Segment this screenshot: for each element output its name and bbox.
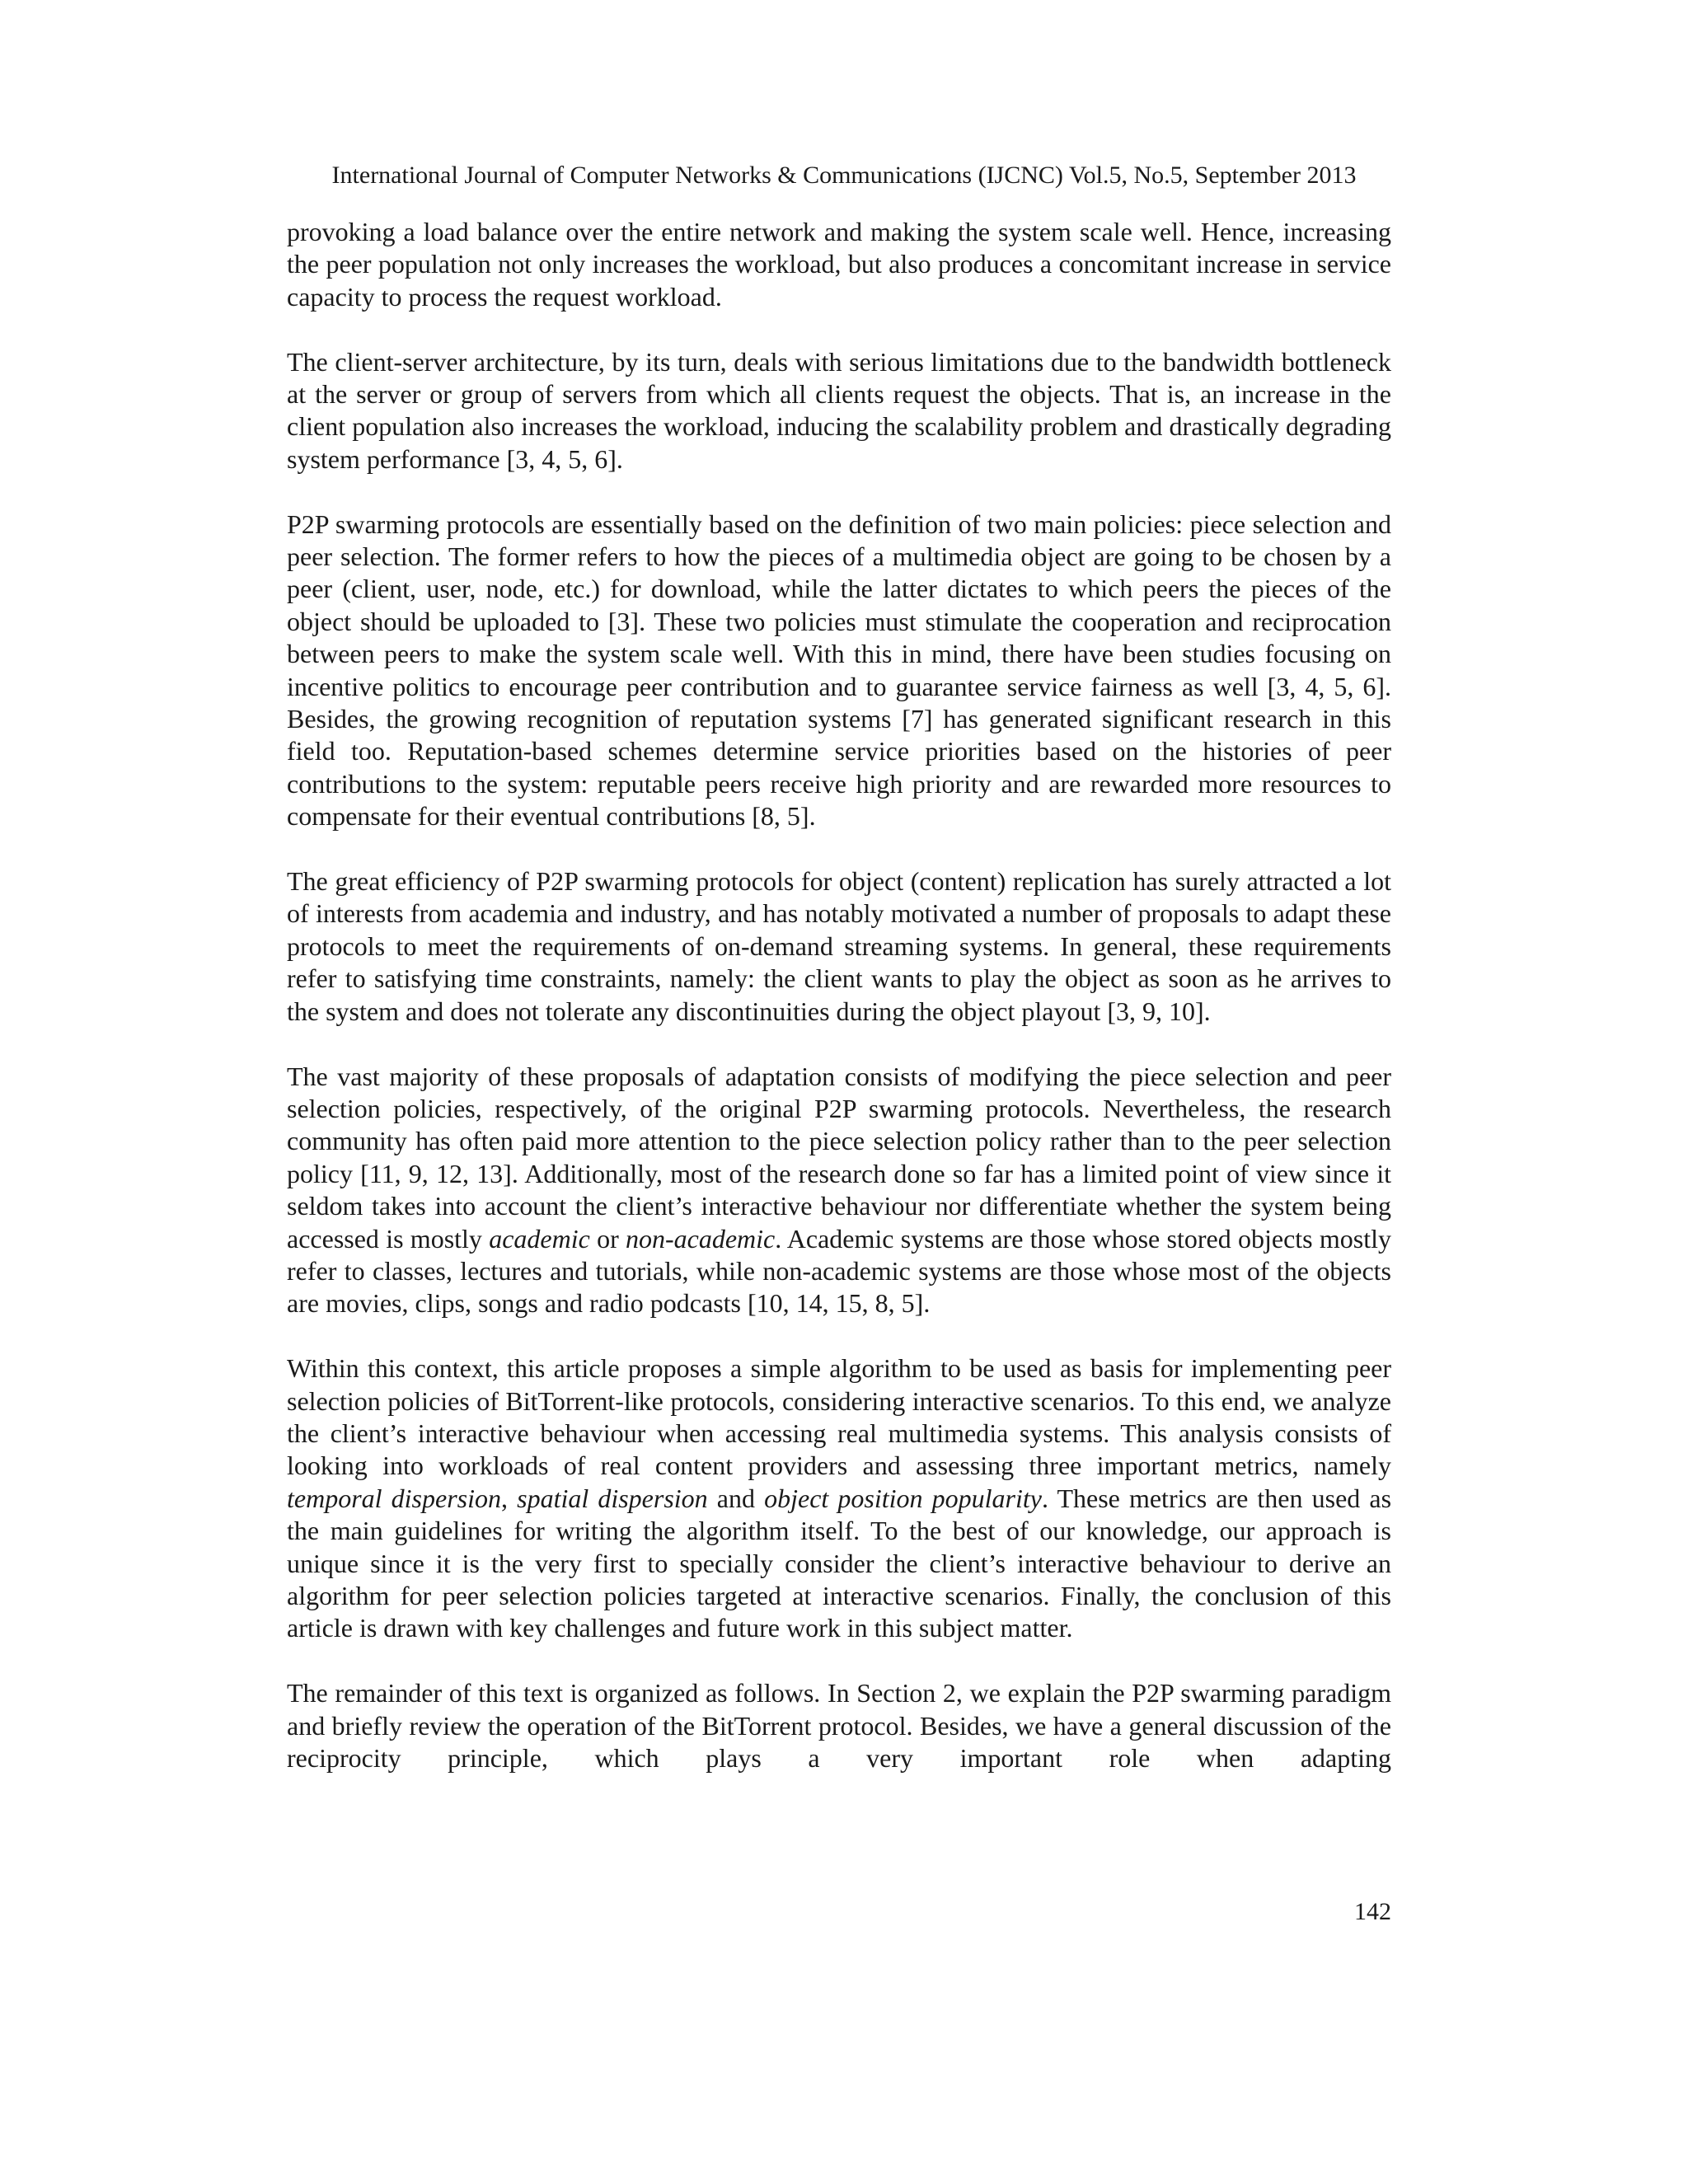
term-non-academic: non-academic bbox=[625, 1223, 776, 1254]
paragraph-6-text-a: Within this context, this article proposes a simple algorithm to be used as basis for implementing peer selection policies of BitTorrent-like protocols, considering interactive scenarios. To this end, we analyze the client’s interactive behaviour when accessing real multimedia systems. This analysis consists of looking into workloads of real content providers and assessing three important metrics, namely bbox=[287, 1353, 1391, 1481]
term-spatial-dispersion: spatial dispersion bbox=[517, 1483, 708, 1513]
running-header: International Journal of Computer Networks & Communications (IJCNC) Vol.5, No.5, September 2013 bbox=[331, 162, 1357, 189]
paragraph-1: provoking a load balance over the entire network and making the system scale well. Hence, increasing the peer population not only increases the workload, but also produces a concomitant increase in service capacity to process the request workload. bbox=[287, 217, 1391, 312]
paragraph-6-text-c: and bbox=[707, 1483, 765, 1513]
paragraph-7: The remainder of this text is organized as follows. In Section 2, we explain the P2P swarming paradigm and briefly review the operation of the BitTorrent protocol. Besides, we have a general discussion of the reciprocity principle, which plays a very important role when adapting bbox=[287, 1678, 1391, 1773]
paragraph-5 bbox=[287, 1061, 1391, 1320]
term-academic: academic bbox=[489, 1223, 590, 1254]
page-number: 142 bbox=[1354, 1898, 1391, 1925]
paragraph-6 bbox=[287, 1352, 1391, 1645]
term-temporal-dispersion: temporal dispersion bbox=[287, 1483, 501, 1513]
term-object-position-popularity: object position popularity bbox=[764, 1483, 1042, 1513]
paragraph-6-text-d: . These metrics are then used as the main guidelines for writing the algorithm itself. To the best of our knowledge, our approach is unique since it is the very first to specially consider the client’s interactive behaviour to derive an algorithm for peer selection policies targeted at interactive scenarios. Finally, the conclusion of this article is drawn with key challenges and future work in this subject matter. bbox=[287, 1483, 1392, 1643]
paragraph-2: The client-server architecture, by its turn, deals with serious limitations due to the bandwidth bottleneck at the server or group of servers from which all clients request the objects. That is, an increase in the client population also increases the workload, inducing the scalability problem and drastically degrading system performance [3, 4, 5, 6]. bbox=[287, 346, 1391, 474]
paragraph-5-text-a: The vast majority of these proposals of adaptation consists of modifying the piece selection and peer selection policies, respectively, of the original P2P swarming protocols. Nevertheless, the research community has often paid more attention to the piece selection policy rather than to the peer selection policy [11, 9, 12, 13]. Additionally, most of the research done so far has a limited point of view since it seldom takes into account the client’s interactive behaviour nor differentiate whether the system being accessed is mostly bbox=[287, 1061, 1391, 1254]
paragraph-5-text-c: . Academic systems are those whose stored objects mostly refer to classes, lectures and tutorials, while non-academic systems are those whose most of the objects are movies, clips, songs and radio podcasts [10, 14, 15, 8, 5]. bbox=[287, 1223, 1391, 1319]
paragraph-3: P2P swarming protocols are essentially based on the definition of two main policies: piece selection and peer selection. The former refers to how the pieces of a multimedia object are going to be chosen by a peer (client, user, node, etc.) for download, while the latter dictates to which peers the pieces of the object should be uploaded to [3]. These two policies must stimulate the cooperation and reciprocation between peers to make the system scale well. With this in mind, there have been studies focusing on incentive politics to encourage peer contribution and to guarantee service fairness as well [3, 4, 5, 6]. Besides, the growing recognition of reputation systems [7] has generated significant research in this field too. Reputation-based schemes determine service priorities based on the histories of peer contributions to the system: reputable peers receive high priority and are rewarded more resources to compensate for their eventual contributions [8, 5]. bbox=[287, 509, 1391, 832]
paragraph-5-text-b: or bbox=[589, 1223, 626, 1254]
body-text bbox=[287, 216, 1391, 1774]
paragraph-4: The great efficiency of P2P swarming protocols for object (content) replication has surely attracted a lot of interests from academia and industry, and has notably motivated a number of proposals to adapt these protocols to meet the requirements of on-demand streaming systems. In general, these requirements refer to satisfying time constraints, namely: the client wants to play the object as soon as he arrives to the system and does not tolerate any discontinuities during the object playout [3, 9, 10]. bbox=[287, 866, 1391, 1026]
paragraph-6-text-b: , bbox=[501, 1483, 518, 1513]
